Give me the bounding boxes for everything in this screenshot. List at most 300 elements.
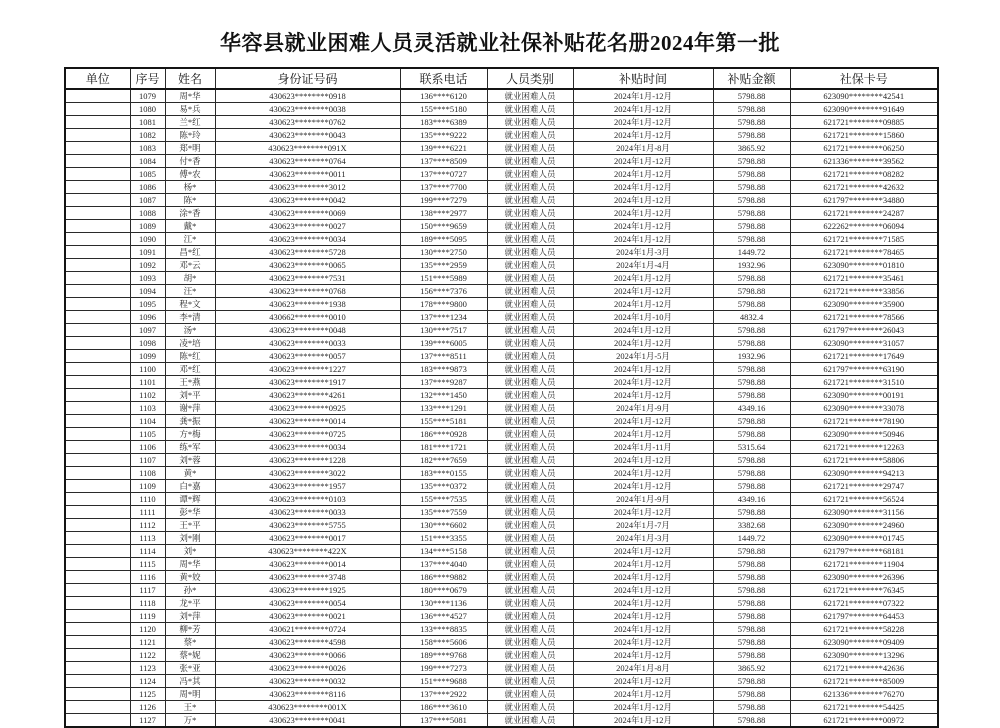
cell-category: 就业困难人员	[487, 623, 573, 636]
table-row	[65, 402, 938, 415]
cell-phone: 151****3355	[400, 532, 487, 545]
cell-id-number: 430623********0034	[215, 441, 400, 454]
cell-seq: 1101	[130, 376, 165, 389]
cell-id-number: 430623********0021	[215, 610, 400, 623]
cell-seq: 1081	[130, 116, 165, 129]
table-row	[65, 597, 938, 610]
cell-subsidy-amount: 5798.88	[713, 480, 790, 493]
table-row	[65, 519, 938, 532]
cell-subsidy-period: 2024年1月-3月	[573, 246, 713, 259]
cell-subsidy-period: 2024年1月-12月	[573, 363, 713, 376]
cell-unit	[65, 610, 130, 623]
cell-id-number: 430623********0768	[215, 285, 400, 298]
cell-subsidy-period: 2024年1月-11月	[573, 441, 713, 454]
cell-subsidy-amount: 1932.96	[713, 259, 790, 272]
cell-seq: 1122	[130, 649, 165, 662]
cell-subsidy-amount: 5798.88	[713, 168, 790, 181]
cell-phone: 132****1450	[400, 389, 487, 402]
cell-seq: 1082	[130, 129, 165, 142]
cell-subsidy-period: 2024年1月-12月	[573, 467, 713, 480]
table-row	[65, 649, 938, 662]
cell-seq: 1098	[130, 337, 165, 350]
cell-category: 就业困难人员	[487, 311, 573, 324]
cell-id-number: 430623********3022	[215, 467, 400, 480]
cell-name: 刘*平	[165, 389, 215, 402]
cell-category: 就业困难人员	[487, 194, 573, 207]
table-row	[65, 233, 938, 246]
cell-phone: 133****8835	[400, 623, 487, 636]
cell-id-number: 430623********5728	[215, 246, 400, 259]
cell-subsidy-period: 2024年1月-12月	[573, 415, 713, 428]
cell-id-number: 430623********0014	[215, 415, 400, 428]
cell-unit	[65, 415, 130, 428]
cell-name: 陈*玲	[165, 129, 215, 142]
cell-seq: 1125	[130, 688, 165, 701]
table-row	[65, 142, 938, 155]
cell-subsidy-amount: 5798.88	[713, 584, 790, 597]
cell-unit	[65, 207, 130, 220]
cell-subsidy-period: 2024年1月-12月	[573, 285, 713, 298]
cell-unit	[65, 662, 130, 675]
table-row	[65, 194, 938, 207]
cell-phone: 181****1721	[400, 441, 487, 454]
cell-subsidy-amount: 5798.88	[713, 610, 790, 623]
cell-unit	[65, 428, 130, 441]
cell-seq: 1120	[130, 623, 165, 636]
cell-seq: 1100	[130, 363, 165, 376]
table-row	[65, 636, 938, 649]
cell-unit	[65, 454, 130, 467]
cell-category: 就业困难人员	[487, 285, 573, 298]
cell-subsidy-period: 2024年1月-12月	[573, 701, 713, 714]
cell-name: 谭*辉	[165, 493, 215, 506]
col-header-subsidy-amount: 补贴金额	[713, 68, 790, 89]
cell-seq: 1114	[130, 545, 165, 558]
cell-subsidy-amount: 5798.88	[713, 116, 790, 129]
cell-subsidy-period: 2024年1月-12月	[573, 480, 713, 493]
cell-social-card: 621336********39562	[790, 155, 938, 168]
cell-unit	[65, 103, 130, 116]
cell-unit	[65, 324, 130, 337]
cell-id-number: 430623********0054	[215, 597, 400, 610]
cell-subsidy-amount: 1449.72	[713, 532, 790, 545]
cell-id-number: 430623********0033	[215, 337, 400, 350]
cell-social-card: 621721********78566	[790, 311, 938, 324]
cell-id-number: 430623********4261	[215, 389, 400, 402]
cell-social-card: 621721********78190	[790, 415, 938, 428]
cell-unit	[65, 155, 130, 168]
cell-category: 就业困难人员	[487, 272, 573, 285]
cell-subsidy-period: 2024年1月-12月	[573, 428, 713, 441]
cell-social-card: 623090********35900	[790, 298, 938, 311]
cell-id-number: 430623********0041	[215, 714, 400, 728]
cell-unit	[65, 233, 130, 246]
cell-seq: 1079	[130, 89, 165, 103]
cell-id-number: 430623********0918	[215, 89, 400, 103]
cell-id-number: 430623********0762	[215, 116, 400, 129]
cell-unit	[65, 493, 130, 506]
cell-phone: 182****7659	[400, 454, 487, 467]
cell-category: 就业困难人员	[487, 532, 573, 545]
table-row	[65, 155, 938, 168]
table-header-row	[65, 68, 938, 89]
cell-seq: 1105	[130, 428, 165, 441]
cell-seq: 1095	[130, 298, 165, 311]
cell-name: 傅*农	[165, 168, 215, 181]
cell-subsidy-period: 2024年1月-12月	[573, 324, 713, 337]
cell-phone: 136****4527	[400, 610, 487, 623]
cell-subsidy-amount: 5798.88	[713, 324, 790, 337]
cell-phone: 130****1136	[400, 597, 487, 610]
cell-phone: 130****6602	[400, 519, 487, 532]
cell-subsidy-amount: 4832.4	[713, 311, 790, 324]
cell-unit	[65, 246, 130, 259]
cell-subsidy-amount: 4349.16	[713, 493, 790, 506]
cell-id-number: 430623********0048	[215, 324, 400, 337]
table-row	[65, 259, 938, 272]
table-row	[65, 324, 938, 337]
cell-unit	[65, 311, 130, 324]
cell-subsidy-amount: 5798.88	[713, 272, 790, 285]
cell-unit	[65, 402, 130, 415]
cell-subsidy-period: 2024年1月-12月	[573, 389, 713, 402]
table-row	[65, 103, 938, 116]
cell-phone: 136****6120	[400, 89, 487, 103]
cell-subsidy-period: 2024年1月-12月	[573, 168, 713, 181]
cell-social-card: 623090********24960	[790, 519, 938, 532]
table-row	[65, 623, 938, 636]
cell-name: 周*华	[165, 89, 215, 103]
cell-id-number: 430623********0033	[215, 506, 400, 519]
cell-subsidy-amount: 5798.88	[713, 285, 790, 298]
cell-phone: 138****2977	[400, 207, 487, 220]
col-header-id-number: 身份证号码	[215, 68, 400, 89]
cell-category: 就业困难人员	[487, 116, 573, 129]
cell-social-card: 621721********56524	[790, 493, 938, 506]
cell-phone: 156****7376	[400, 285, 487, 298]
cell-social-card: 623090********31156	[790, 506, 938, 519]
cell-category: 就业困难人员	[487, 610, 573, 623]
cell-category: 就业困难人员	[487, 519, 573, 532]
cell-phone: 189****5095	[400, 233, 487, 246]
cell-phone: 137****4040	[400, 558, 487, 571]
cell-subsidy-amount: 5798.88	[713, 415, 790, 428]
cell-subsidy-period: 2024年1月-12月	[573, 584, 713, 597]
cell-name: 龚*振	[165, 415, 215, 428]
cell-id-number: 430623********0764	[215, 155, 400, 168]
cell-category: 就业困难人员	[487, 103, 573, 116]
cell-name: 兰*红	[165, 116, 215, 129]
cell-subsidy-amount: 5798.88	[713, 376, 790, 389]
cell-subsidy-period: 2024年1月-12月	[573, 129, 713, 142]
cell-social-card: 621721********12263	[790, 441, 938, 454]
cell-unit	[65, 389, 130, 402]
col-header-name: 姓名	[165, 68, 215, 89]
cell-social-card: 621721********78465	[790, 246, 938, 259]
cell-phone: 199****7279	[400, 194, 487, 207]
cell-unit	[65, 259, 130, 272]
cell-subsidy-period: 2024年1月-8月	[573, 142, 713, 155]
cell-id-number: 430623********0017	[215, 532, 400, 545]
cell-subsidy-amount: 5798.88	[713, 129, 790, 142]
cell-phone: 137****8511	[400, 350, 487, 363]
cell-name: 李*清	[165, 311, 215, 324]
cell-phone: 137****1234	[400, 311, 487, 324]
cell-unit	[65, 636, 130, 649]
cell-subsidy-period: 2024年1月-12月	[573, 571, 713, 584]
cell-unit	[65, 363, 130, 376]
cell-name: 程*文	[165, 298, 215, 311]
cell-phone: 150****9659	[400, 220, 487, 233]
cell-subsidy-period: 2024年1月-12月	[573, 181, 713, 194]
cell-seq: 1124	[130, 675, 165, 688]
cell-unit	[65, 558, 130, 571]
cell-category: 就业困难人员	[487, 558, 573, 571]
cell-subsidy-amount: 5798.88	[713, 194, 790, 207]
cell-unit	[65, 285, 130, 298]
cell-social-card: 621721********54425	[790, 701, 938, 714]
col-header-category: 人员类别	[487, 68, 573, 89]
cell-id-number: 430623********0057	[215, 350, 400, 363]
cell-social-card: 621721********00972	[790, 714, 938, 728]
cell-subsidy-amount: 1932.96	[713, 350, 790, 363]
cell-social-card: 621721********09885	[790, 116, 938, 129]
table-row	[65, 545, 938, 558]
cell-social-card: 623090********91649	[790, 103, 938, 116]
cell-id-number: 430623********0032	[215, 675, 400, 688]
cell-unit	[65, 506, 130, 519]
cell-name: 白*嘉	[165, 480, 215, 493]
cell-subsidy-period: 2024年1月-5月	[573, 350, 713, 363]
cell-subsidy-amount: 5798.88	[713, 558, 790, 571]
cell-subsidy-period: 2024年1月-9月	[573, 493, 713, 506]
cell-unit	[65, 168, 130, 181]
cell-name: 王*平	[165, 519, 215, 532]
table-row	[65, 675, 938, 688]
cell-subsidy-period: 2024年1月-12月	[573, 558, 713, 571]
cell-subsidy-period: 2024年1月-12月	[573, 194, 713, 207]
cell-social-card: 621721********15860	[790, 129, 938, 142]
cell-category: 就业困难人员	[487, 259, 573, 272]
cell-subsidy-period: 2024年1月-12月	[573, 506, 713, 519]
col-header-social-card: 社保卡号	[790, 68, 938, 89]
cell-seq: 1090	[130, 233, 165, 246]
cell-seq: 1102	[130, 389, 165, 402]
cell-subsidy-period: 2024年1月-12月	[573, 89, 713, 103]
cell-subsidy-period: 2024年1月-12月	[573, 545, 713, 558]
cell-social-card: 621721********29747	[790, 480, 938, 493]
cell-social-card: 621797********68181	[790, 545, 938, 558]
cell-id-number: 430623********0014	[215, 558, 400, 571]
table-row	[65, 363, 938, 376]
cell-name: 蔡*妮	[165, 649, 215, 662]
cell-social-card: 621721********58228	[790, 623, 938, 636]
cell-id-number: 430623********0043	[215, 129, 400, 142]
table-row	[65, 376, 938, 389]
cell-unit	[65, 649, 130, 662]
cell-subsidy-amount: 5798.88	[713, 155, 790, 168]
cell-seq: 1112	[130, 519, 165, 532]
cell-unit	[65, 675, 130, 688]
cell-subsidy-period: 2024年1月-12月	[573, 454, 713, 467]
cell-seq: 1113	[130, 532, 165, 545]
cell-name: 刘*刚	[165, 532, 215, 545]
cell-seq: 1087	[130, 194, 165, 207]
cell-name: 龙*平	[165, 597, 215, 610]
cell-subsidy-amount: 5798.88	[713, 428, 790, 441]
cell-name: 柳*芳	[165, 623, 215, 636]
col-header-subsidy-period: 补贴时间	[573, 68, 713, 89]
cell-subsidy-period: 2024年1月-12月	[573, 623, 713, 636]
table-body	[65, 89, 938, 727]
cell-subsidy-amount: 5798.88	[713, 571, 790, 584]
cell-phone: 135****2959	[400, 259, 487, 272]
cell-subsidy-period: 2024年1月-8月	[573, 662, 713, 675]
cell-seq: 1126	[130, 701, 165, 714]
cell-name: 陈*红	[165, 350, 215, 363]
cell-id-number: 430623********0065	[215, 259, 400, 272]
cell-id-number: 430623********1925	[215, 584, 400, 597]
cell-social-card: 621721********76345	[790, 584, 938, 597]
cell-subsidy-period: 2024年1月-12月	[573, 688, 713, 701]
cell-phone: 183****6389	[400, 116, 487, 129]
cell-id-number: 430623********0011	[215, 168, 400, 181]
cell-seq: 1080	[130, 103, 165, 116]
cell-phone: 137****8509	[400, 155, 487, 168]
cell-unit	[65, 688, 130, 701]
cell-subsidy-period: 2024年1月-12月	[573, 337, 713, 350]
cell-subsidy-amount: 5798.88	[713, 597, 790, 610]
table-row	[65, 558, 938, 571]
cell-seq: 1118	[130, 597, 165, 610]
cell-phone: 134****5158	[400, 545, 487, 558]
cell-subsidy-period: 2024年1月-7月	[573, 519, 713, 532]
cell-name: 万*	[165, 714, 215, 728]
cell-unit	[65, 220, 130, 233]
cell-subsidy-amount: 5798.88	[713, 233, 790, 246]
cell-phone: 137****9287	[400, 376, 487, 389]
cell-phone: 183****9873	[400, 363, 487, 376]
cell-category: 就业困难人员	[487, 545, 573, 558]
cell-category: 就业困难人员	[487, 701, 573, 714]
table-row	[65, 454, 938, 467]
table-row	[65, 584, 938, 597]
cell-subsidy-amount: 5798.88	[713, 454, 790, 467]
cell-unit	[65, 142, 130, 155]
cell-category: 就业困难人员	[487, 350, 573, 363]
cell-seq: 1108	[130, 467, 165, 480]
cell-name: 王*	[165, 701, 215, 714]
cell-social-card: 623090********31057	[790, 337, 938, 350]
cell-seq: 1103	[130, 402, 165, 415]
cell-subsidy-amount: 5798.88	[713, 389, 790, 402]
cell-id-number: 430662********0010	[215, 311, 400, 324]
cell-social-card: 621721********35461	[790, 272, 938, 285]
cell-unit	[65, 129, 130, 142]
cell-social-card: 621797********63190	[790, 363, 938, 376]
cell-unit	[65, 545, 130, 558]
cell-unit	[65, 597, 130, 610]
cell-subsidy-amount: 3382.68	[713, 519, 790, 532]
cell-subsidy-amount: 5798.88	[713, 623, 790, 636]
cell-unit	[65, 194, 130, 207]
table-row	[65, 428, 938, 441]
cell-seq: 1109	[130, 480, 165, 493]
cell-unit	[65, 623, 130, 636]
cell-phone: 137****5081	[400, 714, 487, 728]
col-header-unit: 单位	[65, 68, 130, 89]
cell-seq: 1092	[130, 259, 165, 272]
cell-unit	[65, 480, 130, 493]
cell-category: 就业困难人员	[487, 688, 573, 701]
cell-unit	[65, 571, 130, 584]
cell-id-number: 430623********422X	[215, 545, 400, 558]
cell-phone: 137****2922	[400, 688, 487, 701]
cell-category: 就业困难人员	[487, 155, 573, 168]
cell-category: 就业困难人员	[487, 363, 573, 376]
cell-phone: 137****0727	[400, 168, 487, 181]
cell-social-card: 621721********07322	[790, 597, 938, 610]
cell-name: 刘*萍	[165, 610, 215, 623]
cell-seq: 1084	[130, 155, 165, 168]
cell-unit	[65, 441, 130, 454]
cell-seq: 1111	[130, 506, 165, 519]
table-row	[65, 337, 938, 350]
table-row	[65, 480, 938, 493]
cell-social-card: 621797********26043	[790, 324, 938, 337]
cell-id-number: 430623********1228	[215, 454, 400, 467]
cell-social-card: 621721********42636	[790, 662, 938, 675]
cell-unit	[65, 701, 130, 714]
cell-category: 就业困难人员	[487, 129, 573, 142]
cell-seq: 1106	[130, 441, 165, 454]
cell-social-card: 621721********17649	[790, 350, 938, 363]
table-row	[65, 493, 938, 506]
cell-name: 郑*明	[165, 142, 215, 155]
cell-name: 邓*云	[165, 259, 215, 272]
cell-unit	[65, 298, 130, 311]
cell-category: 就业困难人员	[487, 675, 573, 688]
cell-social-card: 622262********06094	[790, 220, 938, 233]
cell-name: 方*梅	[165, 428, 215, 441]
cell-phone: 135****9222	[400, 129, 487, 142]
cell-category: 就业困难人员	[487, 376, 573, 389]
cell-id-number: 430623********1957	[215, 480, 400, 493]
cell-name: 汤*	[165, 324, 215, 337]
cell-phone: 199****7273	[400, 662, 487, 675]
cell-name: 黄*姣	[165, 571, 215, 584]
cell-id-number: 430623********0725	[215, 428, 400, 441]
cell-phone: 186****3610	[400, 701, 487, 714]
cell-name: 戴*	[165, 220, 215, 233]
table-row	[65, 168, 938, 181]
cell-phone: 155****5181	[400, 415, 487, 428]
cell-phone: 158****5606	[400, 636, 487, 649]
cell-subsidy-period: 2024年1月-12月	[573, 636, 713, 649]
cell-subsidy-amount: 3865.92	[713, 142, 790, 155]
cell-id-number: 430623********3012	[215, 181, 400, 194]
cell-category: 就业困难人员	[487, 467, 573, 480]
cell-id-number: 430621********0724	[215, 623, 400, 636]
cell-subsidy-period: 2024年1月-10月	[573, 311, 713, 324]
cell-category: 就业困难人员	[487, 649, 573, 662]
cell-subsidy-period: 2024年1月-12月	[573, 376, 713, 389]
cell-name: 易*兵	[165, 103, 215, 116]
cell-seq: 1104	[130, 415, 165, 428]
cell-social-card: 621721********42632	[790, 181, 938, 194]
cell-seq: 1094	[130, 285, 165, 298]
cell-social-card: 623090********50946	[790, 428, 938, 441]
